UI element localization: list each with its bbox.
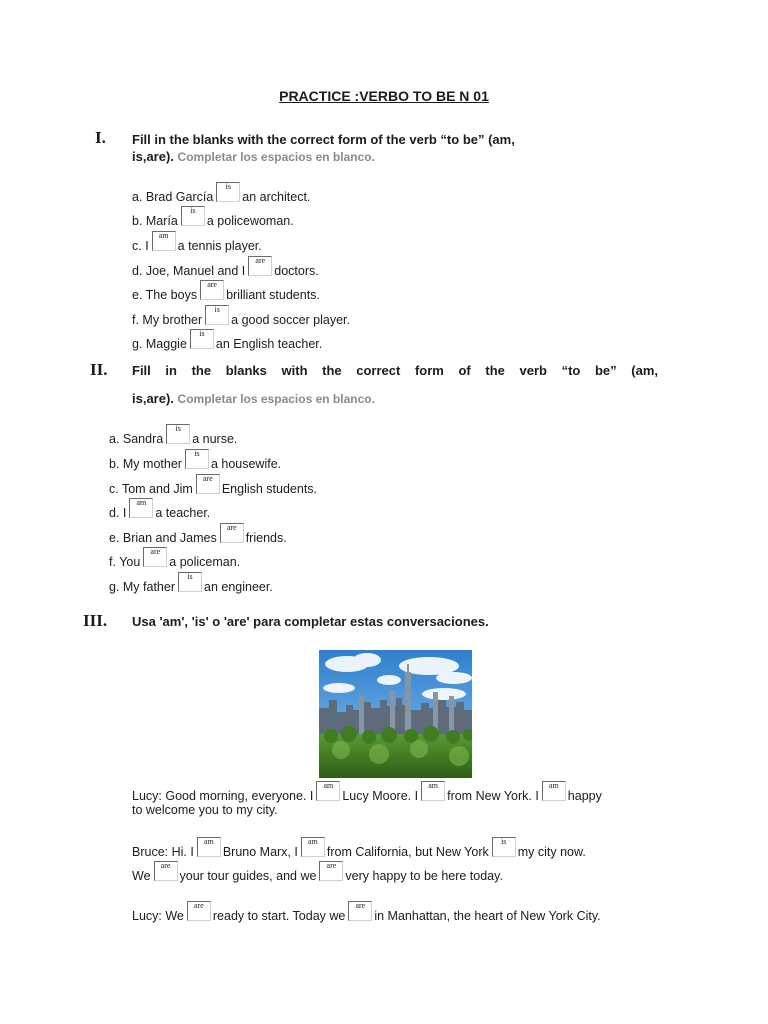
- answer-field[interactable]: [181, 206, 205, 226]
- answer-field[interactable]: [185, 449, 209, 469]
- answer-field[interactable]: [348, 901, 372, 921]
- answer-field[interactable]: [492, 837, 516, 857]
- list-item: [132, 256, 319, 278]
- dialogue-text: Lucy: We: [132, 909, 184, 923]
- item-text: d. I: [109, 506, 127, 520]
- list-item: [132, 305, 350, 327]
- item-text: English students.: [221, 482, 318, 496]
- answer-value: is: [175, 424, 181, 433]
- answer-value: am: [323, 781, 334, 790]
- answer-field[interactable]: [319, 861, 343, 881]
- item-text: an English teacher.: [215, 337, 323, 351]
- list-item: [109, 498, 210, 520]
- item-text: c. I: [132, 239, 149, 253]
- section-2-numeral: II.: [90, 360, 108, 379]
- section-1-instruction-line2: [132, 149, 375, 164]
- answer-value: am: [203, 837, 214, 846]
- item-text: an engineer.: [204, 580, 273, 594]
- answer-value: am: [158, 231, 169, 240]
- answer-value: are: [255, 256, 266, 265]
- dialogue-text: in Manhattan, the heart of New York City.: [374, 909, 601, 923]
- answer-value: am: [428, 781, 438, 790]
- answer-field[interactable]: [301, 837, 325, 857]
- section-3-numeral: III.: [83, 611, 108, 630]
- item-text: c. Tom and Jim: [109, 482, 193, 496]
- list-item: [132, 206, 294, 228]
- answer-value: are: [226, 523, 237, 532]
- item-text: a tennis player.: [177, 239, 262, 253]
- dialogue-text: to welcome you to my city.: [132, 803, 278, 817]
- answer-value: are: [202, 474, 213, 483]
- list-item: [132, 329, 322, 351]
- item-text: friends.: [245, 531, 287, 545]
- answer-value: is: [501, 837, 507, 846]
- section-3-instruction: Usa 'am', 'is' o 'are' para completar estas conversaciones.: [132, 614, 489, 629]
- list-item: [132, 182, 310, 204]
- section-2-instruction-cont: is,are).: [132, 391, 174, 406]
- item-text: b. My mother: [109, 457, 182, 471]
- list-item: [109, 523, 287, 545]
- dialogue-line: [132, 803, 278, 817]
- item-text: a teacher.: [155, 506, 211, 520]
- section-1-instruction-cont: is,are).: [132, 149, 174, 164]
- dialogue-text: from California, but New York: [326, 845, 489, 859]
- list-item: [109, 424, 237, 446]
- section-2-subtitle: Completar los espacios en blanco.: [177, 392, 375, 406]
- dialogue-line: [132, 837, 586, 859]
- answer-value: is: [187, 572, 193, 581]
- answer-value: are: [193, 901, 204, 910]
- item-text: a housewife.: [210, 457, 282, 471]
- answer-field[interactable]: [216, 182, 240, 202]
- section-1-numeral: I.: [95, 128, 106, 147]
- item-text: f. My brother: [132, 313, 203, 327]
- answer-field[interactable]: [143, 547, 167, 567]
- list-item: [109, 449, 281, 471]
- item-text: an architect.: [242, 190, 311, 204]
- answer-field[interactable]: [190, 329, 214, 349]
- item-text: a good soccer player.: [231, 313, 350, 327]
- item-text: a policewoman.: [206, 214, 294, 228]
- dialogue-text: very happy to be here today.: [345, 869, 503, 883]
- item-text: doctors.: [274, 264, 319, 278]
- list-item: [109, 474, 317, 496]
- section-1-subtitle: Completar los espacios en blanco.: [177, 150, 375, 164]
- dialogue-text: Bruce: Hi. I: [132, 845, 194, 859]
- answer-value: are: [160, 861, 171, 870]
- dialogue-line: [132, 781, 602, 803]
- dialogue-text: your tour guides, and we: [179, 869, 317, 883]
- answer-value: are: [207, 280, 217, 289]
- item-text: f. You: [109, 555, 141, 569]
- answer-field[interactable]: [166, 424, 190, 444]
- dialogue-line: [132, 901, 601, 923]
- list-item: [132, 231, 262, 253]
- answer-value: is: [190, 206, 196, 215]
- answer-field[interactable]: [152, 231, 176, 251]
- list-item: [132, 280, 320, 302]
- dialogue-text: Lucy Moore. I: [342, 789, 419, 803]
- answer-field[interactable]: [197, 837, 221, 857]
- answer-value: am: [136, 498, 147, 507]
- answer-value: is: [199, 329, 205, 338]
- answer-field[interactable]: [196, 474, 220, 494]
- answer-field[interactable]: [421, 781, 445, 801]
- item-text: d. Joe, Manuel and I: [132, 264, 246, 278]
- item-text: a. Brad García: [132, 190, 214, 204]
- answer-field[interactable]: [129, 498, 153, 518]
- item-text: g. My father: [109, 580, 175, 594]
- dialogue-text: We: [132, 869, 151, 883]
- answer-field[interactable]: [154, 861, 178, 881]
- answer-value: am: [307, 837, 318, 846]
- answer-value: is: [194, 449, 200, 458]
- dialogue-line: [132, 861, 503, 883]
- answer-value: are: [150, 547, 161, 556]
- item-text: a. Sandra: [109, 432, 164, 446]
- answer-field[interactable]: [178, 572, 202, 592]
- dialogue-text: Bruno Marx, I: [222, 845, 298, 859]
- answer-field[interactable]: [220, 523, 244, 543]
- item-text: g. Maggie: [132, 337, 187, 351]
- dialogue-text: my city now.: [517, 845, 586, 859]
- item-text: a nurse.: [192, 432, 238, 446]
- item-text: b. María: [132, 214, 178, 228]
- list-item: [109, 547, 240, 569]
- answer-value: are: [355, 901, 366, 910]
- answer-field[interactable]: [200, 280, 224, 300]
- dialogue-text: from New York. I: [447, 789, 539, 803]
- list-item: [109, 572, 273, 594]
- section-2-instruction-line2: [132, 391, 375, 406]
- answer-value: are: [326, 861, 337, 870]
- page-title: PRACTICE :VERBO TO BE N 01: [279, 88, 489, 104]
- answer-field[interactable]: [187, 901, 211, 921]
- new-york-skyline-image: [319, 650, 472, 778]
- answer-field[interactable]: [205, 305, 229, 325]
- dialogue-text: ready to start. Today we: [212, 909, 346, 923]
- item-text: brilliant students.: [226, 288, 320, 302]
- item-text: e. The boys: [132, 288, 198, 302]
- answer-value: am: [548, 781, 559, 790]
- section-1-instruction-line1: Fill in the blanks with the correct form of the verb “to be” (am,: [132, 132, 515, 147]
- answer-field[interactable]: [316, 781, 340, 801]
- answer-value: is: [214, 305, 220, 314]
- section-2-instruction-line1: Fill in the blanks with the correct form of the verb “to be” (am,: [132, 363, 658, 378]
- answer-field[interactable]: [248, 256, 272, 276]
- dialogue-text: Lucy: Good morning, everyone. I: [132, 789, 314, 803]
- item-text: a policeman.: [169, 555, 241, 569]
- item-text: e. Brian and James: [109, 531, 217, 545]
- answer-field[interactable]: [542, 781, 566, 801]
- answer-value: is: [225, 182, 231, 191]
- dialogue-text: happy: [567, 789, 602, 803]
